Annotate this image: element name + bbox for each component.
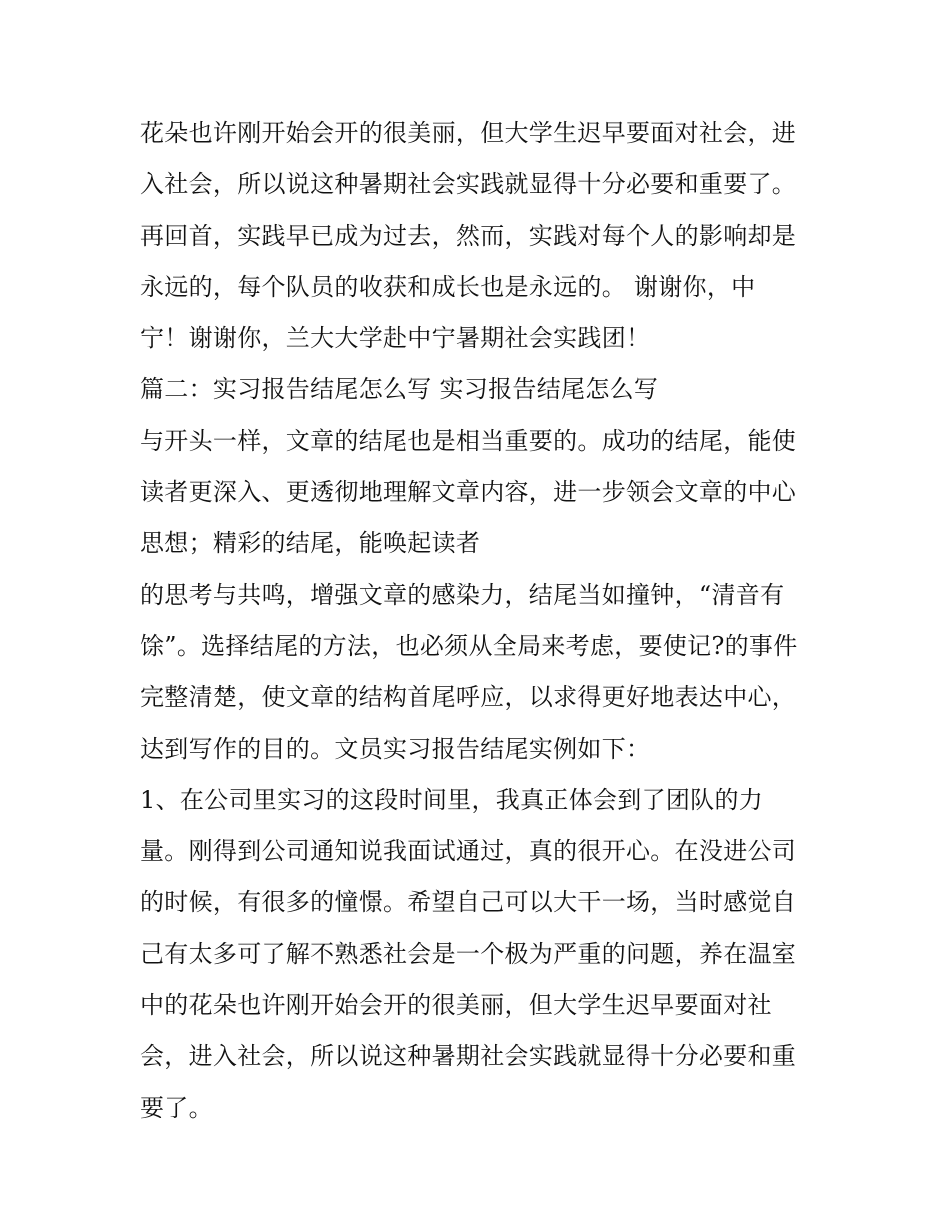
text-line: 的时候，有很多的憧憬。希望自己可以大干一场，当时感觉自 <box>140 888 797 917</box>
section-heading: 篇二：实习报告结尾怎么写 实习报告结尾怎么写 <box>140 375 659 404</box>
text-line: 要了。 <box>140 1093 213 1122</box>
document-body <box>140 108 830 1134</box>
text-line: 量。刚得到公司通知说我面试通过，真的很开心。在没进公司 <box>140 837 797 866</box>
text-line: 馀”。选择结尾的方法，也必须从全局来考虑，要使记?的事件 <box>140 631 798 660</box>
text-line: 读者更深入、更透彻地理解文章内容，进一步领会文章的中心 <box>140 478 797 507</box>
text-line: 会，进入社会，所以说这种暑期社会实践就显得十分必要和重 <box>140 1042 797 1071</box>
text-line: 永远的，每个队员的收获和成长也是永远的。 谢谢你，中 <box>140 272 756 301</box>
list-item-line: 1、在公司里实习的这段时间里，我真正体会到了团队的力 <box>140 785 764 814</box>
text-line: 中的花朵也许刚开始会开的很美丽，但大学生迟早要面对社 <box>140 991 772 1020</box>
text-line: 与开头一样，文章的结尾也是相当重要的。成功的结尾，能使 <box>140 426 797 455</box>
text-line: 宁！谢谢你，兰大大学赴中宁暑期社会实践团！ <box>140 324 651 353</box>
text-line: 己有太多可了解不熟悉社会是一个极为严重的问题，养在温室 <box>140 939 797 968</box>
text-line: 再回首，实践早已成为过去，然而，实践对每个人的影响却是 <box>140 221 797 250</box>
text-line: 入社会，所以说这种暑期社会实践就显得十分必要和重要了。 <box>140 170 797 199</box>
text-line: 达到写作的目的。文员实习报告结尾实例如下： <box>140 734 651 763</box>
text-line: 的思考与共鸣，增强文章的感染力，结尾当如撞钟，“清音有 <box>140 580 785 609</box>
text-line: 思想；精彩的结尾，能唤起读者 <box>140 529 481 558</box>
text-line: 完整清楚，使文章的结构首尾呼应，以求得更好地表达中心， <box>140 683 797 712</box>
text-line: 花朵也许刚开始会开的很美丽，但大学生迟早要面对社会，进 <box>140 119 797 147</box>
